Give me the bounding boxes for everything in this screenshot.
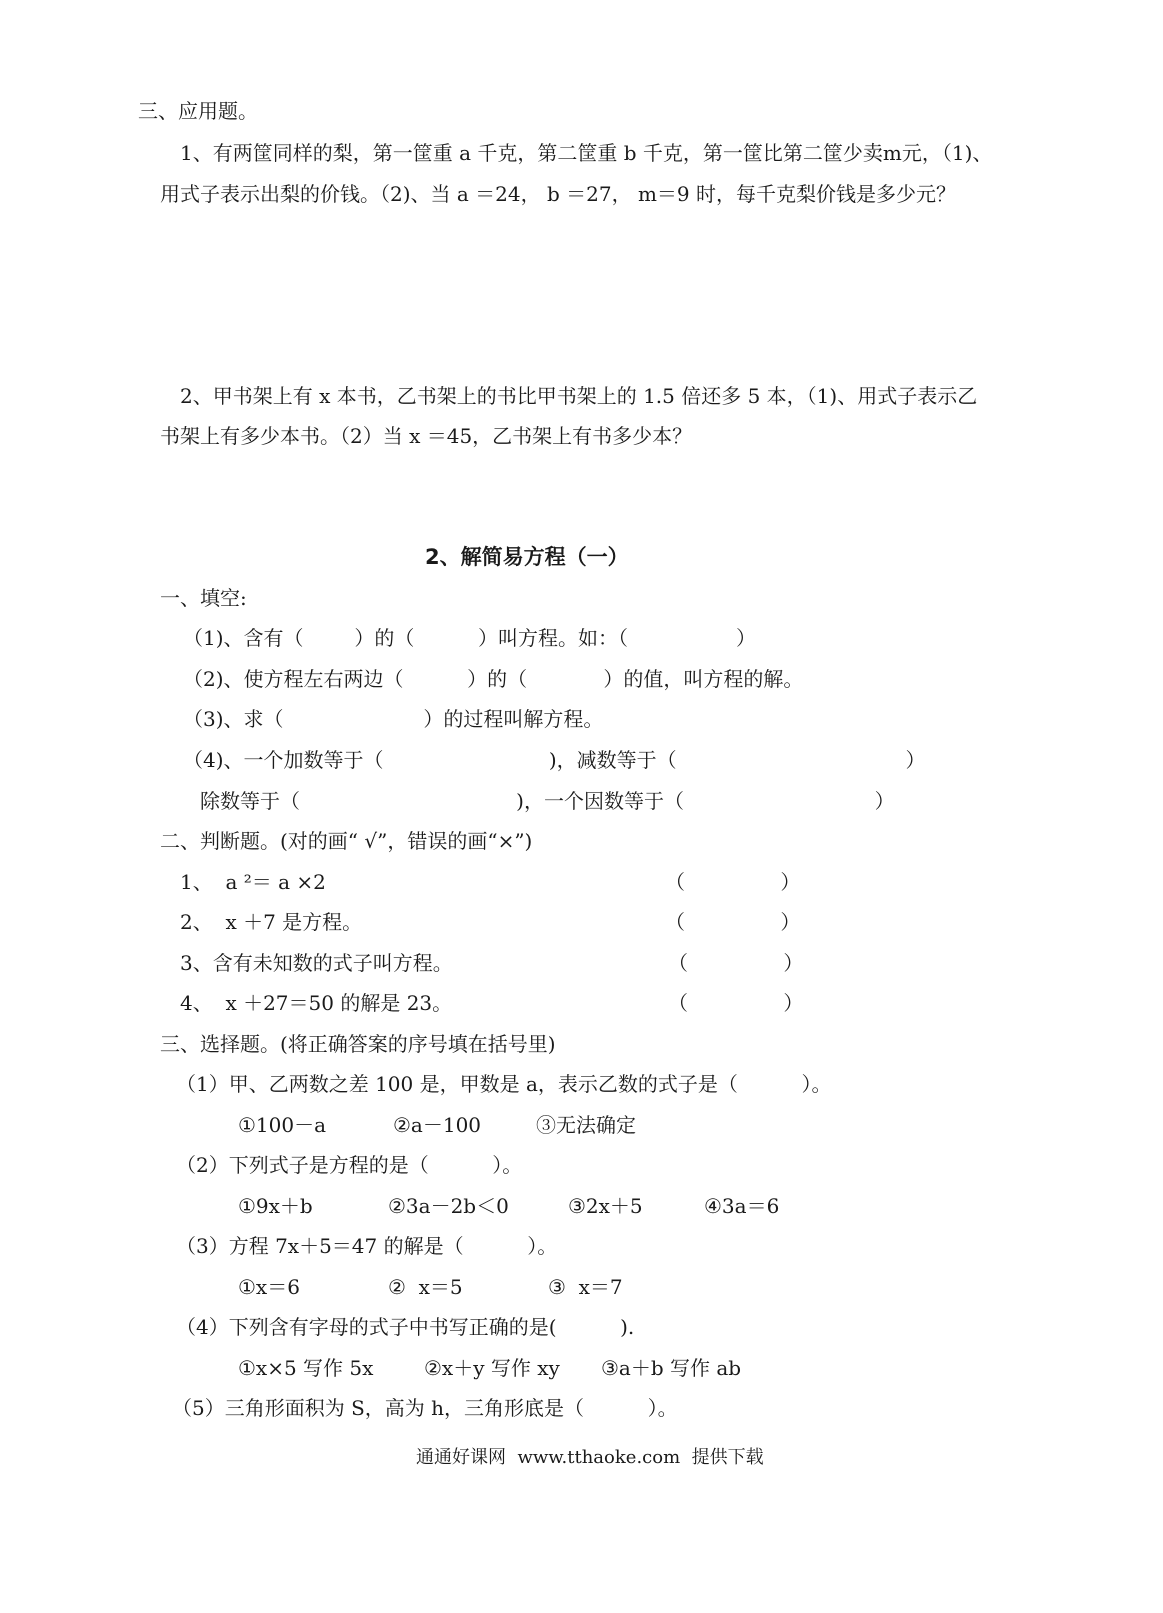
question-2-line-1: 2、甲书架上有 x 本书，乙书架上的书比甲书架上的 1.5 倍还多 5 本，（1)、用式子表示乙	[180, 384, 978, 408]
choice-1-option-1: ①100－a	[238, 1113, 327, 1137]
question-1-line-1: 1、有两筐同样的梨，第一筐重 a 千克，第二筐重 b 千克，第一筐比第二筐少卖m元，（1)、	[180, 141, 993, 165]
choice-3-option-1: ①x＝6	[238, 1275, 300, 1299]
judge-paren-2: （ ）	[665, 910, 801, 934]
choice-2-option-1: ①9x＋b	[238, 1194, 313, 1218]
fill-item-1: （1)、含有（ ）的（ ）叫方程。如：（ ）	[183, 626, 757, 650]
section-heading-application: 三、应用题。	[138, 99, 258, 123]
judge-item-4: 4、 x ＋27＝50 的解是 23。	[180, 991, 453, 1015]
choice-question-4: （4）下列含有字母的式子中书写正确的是( ).	[176, 1315, 635, 1339]
judge-paren-3: （ ）	[668, 951, 804, 975]
choice-3-option-2: ② x＝5	[388, 1275, 463, 1299]
judge-heading: 二、判断题。(对的画“ √”，错误的画“×”)	[160, 829, 533, 853]
choice-question-5: （5）三角形面积为 S，高为 h，三角形底是（ ）。	[172, 1396, 678, 1420]
choice-4-option-3: ③a＋b 写作 ab	[601, 1356, 742, 1380]
choice-heading: 三、选择题。(将正确答案的序号填在括号里)	[160, 1032, 556, 1056]
question-2-line-2: 书架上有多少本书。（2）当 x ＝45，乙书架上有书多少本？	[160, 424, 693, 448]
choice-1-option-3: ③无法确定	[536, 1113, 636, 1137]
fill-item-2: （2)、使方程左右两边（ ）的（ ）的值，叫方程的解。	[183, 667, 804, 691]
judge-paren-1: （ ）	[665, 870, 801, 894]
question-1-line-2: 用式子表示出梨的价钱。（2)、当 a ＝24， b ＝27， m＝9 时，每千克梨价钱是多少元？	[160, 182, 956, 206]
judge-item-1: 1、 a ²＝ a ×2	[180, 870, 326, 894]
fill-heading: 一、填空:	[160, 586, 247, 610]
fill-item-3: （3)、求（ ）的过程叫解方程。	[183, 707, 604, 731]
fill-item-4-cont: 除数等于（ )，一个因数等于（ ）	[200, 789, 895, 813]
choice-2-option-3: ③2x＋5	[568, 1194, 643, 1218]
judge-item-2: 2、 x ＋7 是方程。	[180, 910, 363, 934]
choice-3-option-3: ③ x＝7	[548, 1275, 623, 1299]
fill-item-4: （4)、一个加数等于（ )，减数等于（ ）	[183, 748, 926, 772]
choice-1-option-2: ②a－100	[393, 1113, 482, 1137]
judge-paren-4: （ ）	[668, 991, 804, 1015]
lesson-title: 2、解简易方程（一）	[425, 545, 629, 569]
judge-item-3: 3、含有未知数的式子叫方程。	[180, 951, 453, 975]
choice-4-option-1: ①x×5 写作 5x	[238, 1356, 374, 1380]
choice-question-2: （2）下列式子是方程的是（ ）。	[176, 1153, 523, 1177]
choice-question-3: （3）方程 7x＋5＝47 的解是（ ）。	[176, 1234, 558, 1258]
choice-4-option-2: ②x＋y 写作 xy	[424, 1356, 560, 1380]
choice-question-1: （1）甲、乙两数之差 100 是，甲数是 a，表示乙数的式子是（ ）。	[176, 1072, 832, 1096]
page-footer: 通通好课网 www.tthaoke.com 提供下载	[416, 1447, 764, 1468]
choice-2-option-4: ④3a＝6	[704, 1194, 780, 1218]
choice-2-option-2: ②3a－2b＜0	[388, 1194, 509, 1218]
